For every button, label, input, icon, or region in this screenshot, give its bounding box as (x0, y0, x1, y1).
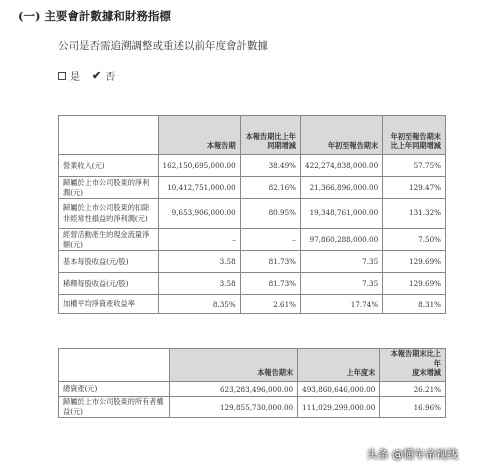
table-cell: 129,855,730,000.00 (169, 397, 297, 418)
row-label: 基本每股收益(元/股) (59, 251, 159, 273)
row-label: 總資產(元) (59, 382, 170, 397)
financial-indicators-table (58, 115, 446, 314)
table-cell: 97,860,288,000.00 (301, 229, 383, 251)
table-cell: 10,412,751,000.00 (158, 177, 240, 199)
table-cell: 26.21% (380, 382, 446, 397)
table-cell: 129.69% (383, 273, 446, 295)
check-mark-icon: ✔ (92, 69, 102, 82)
table-cell: 80.95% (240, 199, 300, 229)
table-header-row (59, 349, 446, 382)
table-cell: 16.96% (380, 397, 446, 418)
table-cell: – (158, 229, 240, 251)
restatement-question: 公司是否需追溯調整或重述以前年度會計數據 (58, 40, 268, 52)
table-row (59, 397, 446, 418)
column-header: 年初至報告期末 比上年同期增減 (383, 116, 446, 155)
row-label: 稀釋每股收益(元/股) (59, 273, 159, 295)
table-cell: 17.74% (301, 295, 383, 314)
table-cell: 8.31% (383, 295, 446, 314)
column-header: 本報告期末比上年 度末增減 (380, 349, 446, 382)
table-cell: – (240, 229, 300, 251)
table-row (59, 199, 446, 229)
restatement-answer (58, 68, 115, 83)
table-row (59, 177, 446, 199)
table-row (59, 155, 446, 177)
watermark: 头条 @懂车帝视线 (366, 448, 458, 461)
table-row (59, 382, 446, 397)
table-cell: 131.32% (383, 199, 446, 229)
table-header-row (59, 116, 446, 155)
balance-sheet-table (58, 348, 446, 418)
yes-label: 是 (70, 72, 80, 83)
table-cell: 82.16% (240, 177, 300, 199)
table-cell: 81.73% (240, 273, 300, 295)
column-header: 本報告期 (158, 116, 240, 155)
table-cell: 129.69% (383, 251, 446, 273)
table-row (59, 295, 446, 314)
table-cell: 7.35 (301, 251, 383, 273)
table-cell: 111,029,299,000.00 (298, 397, 380, 418)
row-label: 歸屬於上市公司股東的淨利潤(元) (59, 177, 159, 199)
table-cell: 19,348,761,000.00 (301, 199, 383, 229)
table-cell: 7.50% (383, 229, 446, 251)
table-cell: 493,860,646,000.00 (298, 382, 380, 397)
table-row (59, 273, 446, 295)
column-header (59, 349, 170, 382)
row-label: 歸屬於上市公司股東的所有者權益(元) (59, 397, 170, 418)
table-cell: 9,653,906,000.00 (158, 199, 240, 229)
table-cell: 38.49% (240, 155, 300, 177)
no-label: 否 (105, 72, 116, 83)
column-header: 上年度末 (298, 349, 380, 382)
table-cell: 2.61% (240, 295, 300, 314)
table-cell: 623,283,496,000.00 (169, 382, 297, 397)
row-label: 營業收入(元) (59, 155, 159, 177)
table-cell: 422,274,838,000.00 (301, 155, 383, 177)
row-label: 歸屬於上市公司股東的扣除 非經常性損益的淨利潤(元) (59, 199, 159, 229)
table-cell: 21,366,896,000.00 (301, 177, 383, 199)
table-row (59, 251, 446, 273)
table-cell: 7.35 (301, 273, 383, 295)
section-title: (一) 主要會計數據和財務指標 (18, 9, 171, 23)
table-row (59, 229, 446, 251)
table-cell: 129.47% (383, 177, 446, 199)
column-header (59, 116, 159, 155)
table-cell: 57.75% (383, 155, 446, 177)
column-header: 本報告期末 (169, 349, 297, 382)
table-cell: 3.58 (158, 251, 240, 273)
row-label: 加權平均淨資產收益率 (59, 295, 159, 314)
table-cell: 8.35% (158, 295, 240, 314)
checkbox-icon (58, 72, 66, 80)
table-cell: 162,150,695,000.00 (158, 155, 240, 177)
column-header: 本報告期比上年 同期增減 (240, 116, 300, 155)
table-cell: 3.58 (158, 273, 240, 295)
column-header: 年初至報告期末 (301, 116, 383, 155)
row-label: 經營活動產生的現金流量淨額(元) (59, 229, 159, 251)
table-cell: 81.73% (240, 251, 300, 273)
